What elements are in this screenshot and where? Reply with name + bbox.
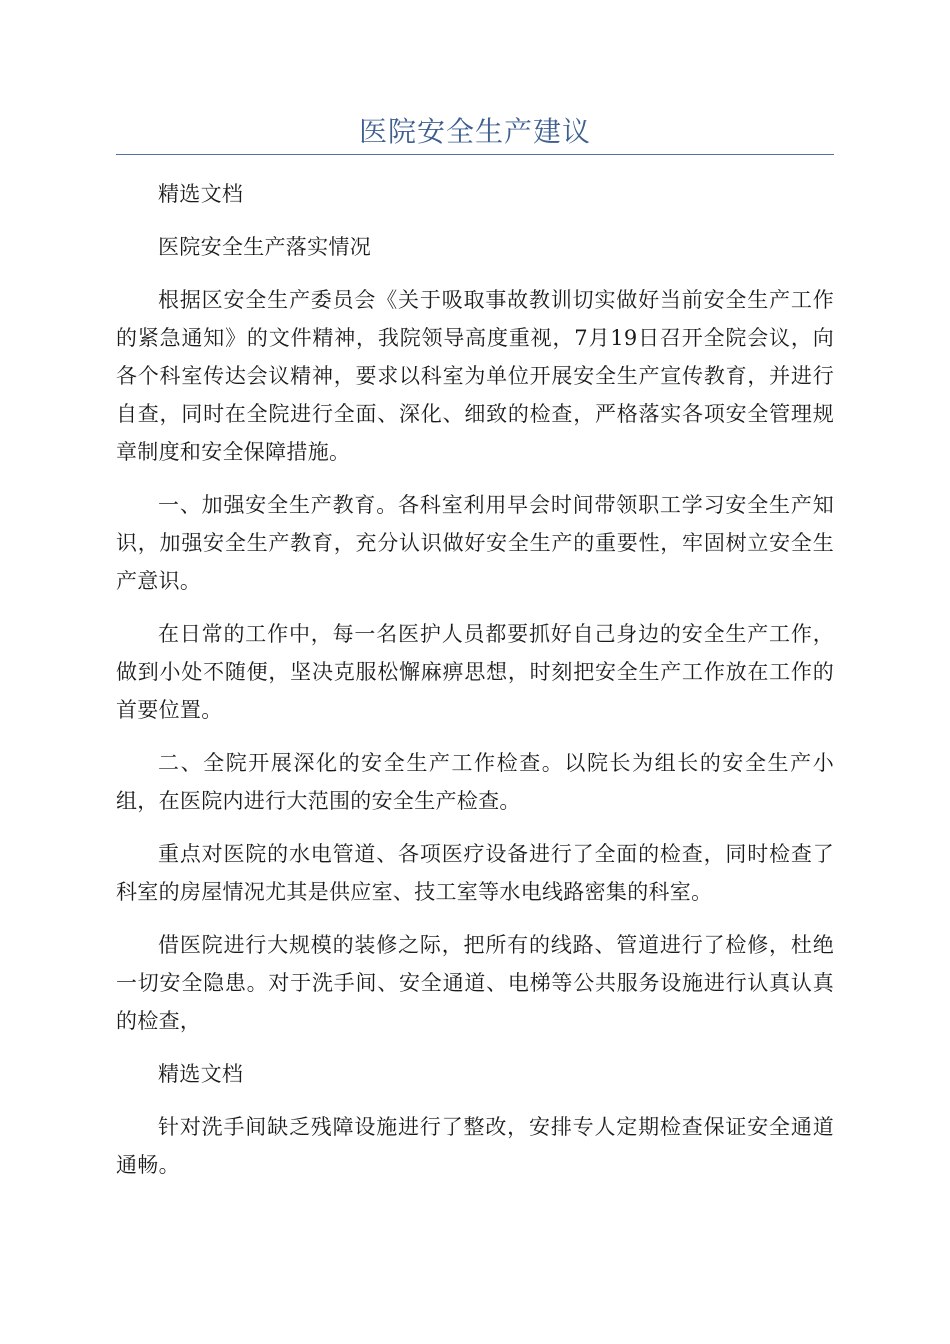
paragraph-education: 一、加强安全生产教育。各科室利用早会时间带领职工学习安全生产知识，加强安全生产教育，充分认识做好安全生产的重要性，牢固树立安全生产意识。 xyxy=(116,493,834,593)
paragraph-subtitle: 医院安全生产落实情况 xyxy=(158,235,371,259)
paragraph-rectification: 针对洗手间缺乏残障设施进行了整改，安排专人定期检查保证安全通道通畅。 xyxy=(116,1115,834,1177)
document-title: 医院安全生产建议 xyxy=(358,115,591,148)
paragraph-renovation: 借医院进行大规模的装修之际，把所有的线路、管道进行了检修，杜绝一切安全隐患。对于洗手间、安全通道、电梯等公共服务设施进行认真认真的检查， xyxy=(116,933,834,1033)
paragraph-intro: 根据区安全生产委员会《关于吸取事故教训切实做好当前安全生产工作的紧急通知》的文件精神，我院领导高度重视，7月19日召开全院会议，向各个科室传达会议精神，要求以科室为单位开展安全生产宣传教育，并进行自查，同时在全院进行全面、深化、细致的检查，严格落实各项安全管理规章制度和安全保障措施。 xyxy=(116,288,834,464)
paragraph-header-note: 精选文档 xyxy=(158,182,244,206)
paragraph-footer-note: 精选文档 xyxy=(158,1062,244,1086)
paragraph-key-checks: 重点对医院的水电管道、各项医疗设备进行了全面的检查，同时检查了科室的房屋情况尤其是供应室、技工室等水电线路密集的科室。 xyxy=(116,842,834,904)
document-body xyxy=(116,175,834,1199)
paragraph-daily-work: 在日常的工作中，每一名医护人员都要抓好自己身边的安全生产工作，做到小处不随便，坚决克服松懈麻痹思想，时刻把安全生产工作放在工作的首要位置。 xyxy=(116,622,834,722)
title-underline xyxy=(116,154,834,155)
paragraph-inspection: 二、全院开展深化的安全生产工作检查。以院长为组长的安全生产小组，在医院内进行大范围的安全生产检查。 xyxy=(116,751,834,813)
